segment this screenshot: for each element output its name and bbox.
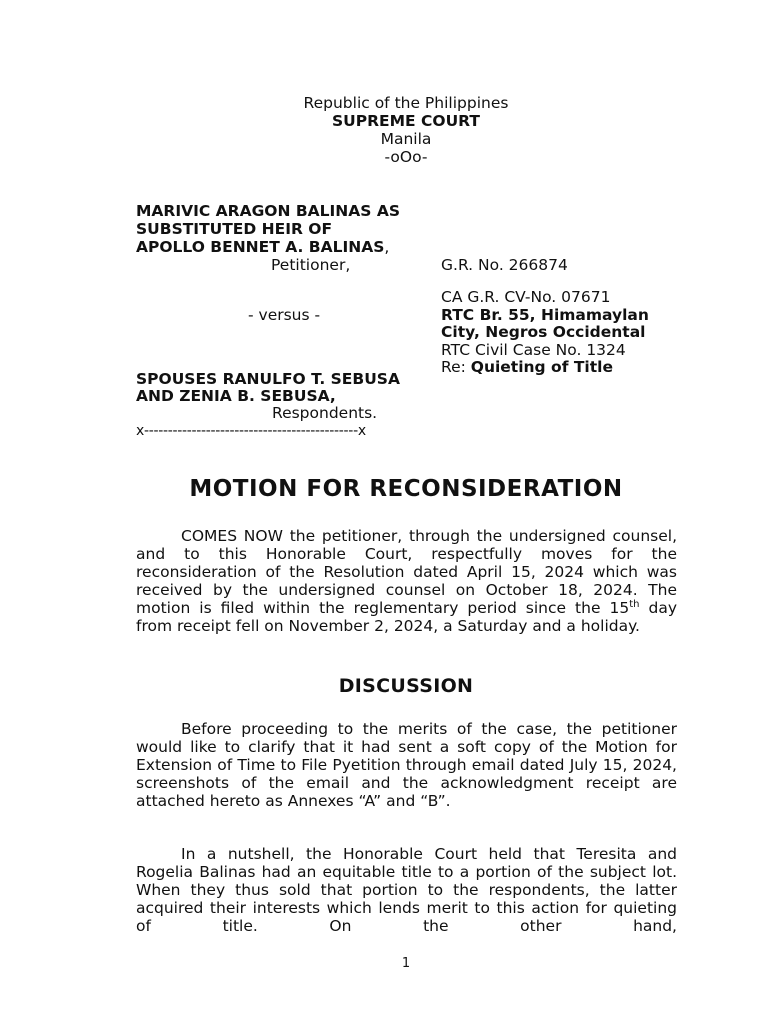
petitioner-name-line-1: MARIVIC ARAGON BALINAS AS: [136, 202, 400, 220]
ca-gr-number: CA G.R. CV-No. 07671: [441, 288, 611, 306]
gr-number: G.R. No. 266874: [441, 256, 568, 274]
page-number: 1: [401, 956, 411, 971]
intro-text-end: day from receipt fell on November 2, 2024, a Saturday and a holiday.: [136, 599, 677, 635]
petitioner-role: Petitioner,: [271, 256, 351, 274]
ordinal-suffix: th: [629, 599, 640, 610]
republic-line: Republic of the Philippines: [303, 94, 509, 112]
petitioner-name-text: APOLLO BENNET A. BALINAS: [136, 238, 385, 256]
court-name: SUPREME COURT: [332, 112, 480, 130]
discussion-text-2: In a nutshell, the Honorable Court held that Teresita and Rogelia Balinas had an equitable title to a portion of the subject lot. When they thus sold that portion to the respondents, the latter acquired their interests which lends merit to this action for quieting of title. On the other hand,: [136, 845, 677, 935]
discussion-paragraph-2: [136, 845, 677, 935]
intro-text: COMES NOW the petitioner, through the undersigned counsel, and to this Honorable Court, respectfully moves for the reconsideration of the Resolution dated April 15, 2024 which was received by the undersigned counsel on October 18, 2024. The motion is filed within the reglementary period since the 15: [136, 527, 677, 617]
respondent-name-line-1: SPOUSES RANULFO T. SEBUSA: [136, 370, 400, 388]
respondent-role: Respondents.: [272, 404, 378, 422]
discussion-text-1: Before proceeding to the merits of the case, the petitioner would like to clarify that it had sent a soft copy of the Motion for Extension of Time to File Pyetition through email dated July 15, 2024, screenshots of the email and the acknowledgment receipt are attached hereto as Annexes “A” and “B”.: [136, 720, 677, 810]
header-ornament: -oOo-: [384, 148, 428, 166]
rtc-case-number: RTC Civil Case No. 1324: [441, 341, 626, 359]
case-subject: [441, 358, 613, 376]
court-header: [0, 94, 768, 166]
rtc-branch-line-2: City, Negros Occidental: [441, 323, 646, 341]
versus-label: - versus -: [248, 306, 321, 324]
caption-divider: x---------------------------------------------x: [136, 423, 366, 439]
case-subject-prefix: Re:: [441, 358, 471, 376]
court-location: Manila: [380, 130, 432, 148]
rtc-branch-line-1: RTC Br. 55, Himamaylan: [441, 306, 649, 324]
petitioner-name-line-2: SUBSTITUTED HEIR OF: [136, 220, 333, 238]
document-title: MOTION FOR RECONSIDERATION: [189, 476, 623, 502]
discussion-heading: DISCUSSION: [338, 675, 474, 697]
intro-paragraph: [136, 527, 677, 635]
case-subject-text: Quieting of Title: [470, 358, 613, 376]
petitioner-name-line-3: [136, 238, 389, 256]
discussion-paragraph-1: [136, 720, 677, 810]
respondent-name-line-2: AND ZENIA B. SEBUSA,: [136, 387, 336, 405]
petitioner-name-comma: ,: [384, 238, 390, 256]
